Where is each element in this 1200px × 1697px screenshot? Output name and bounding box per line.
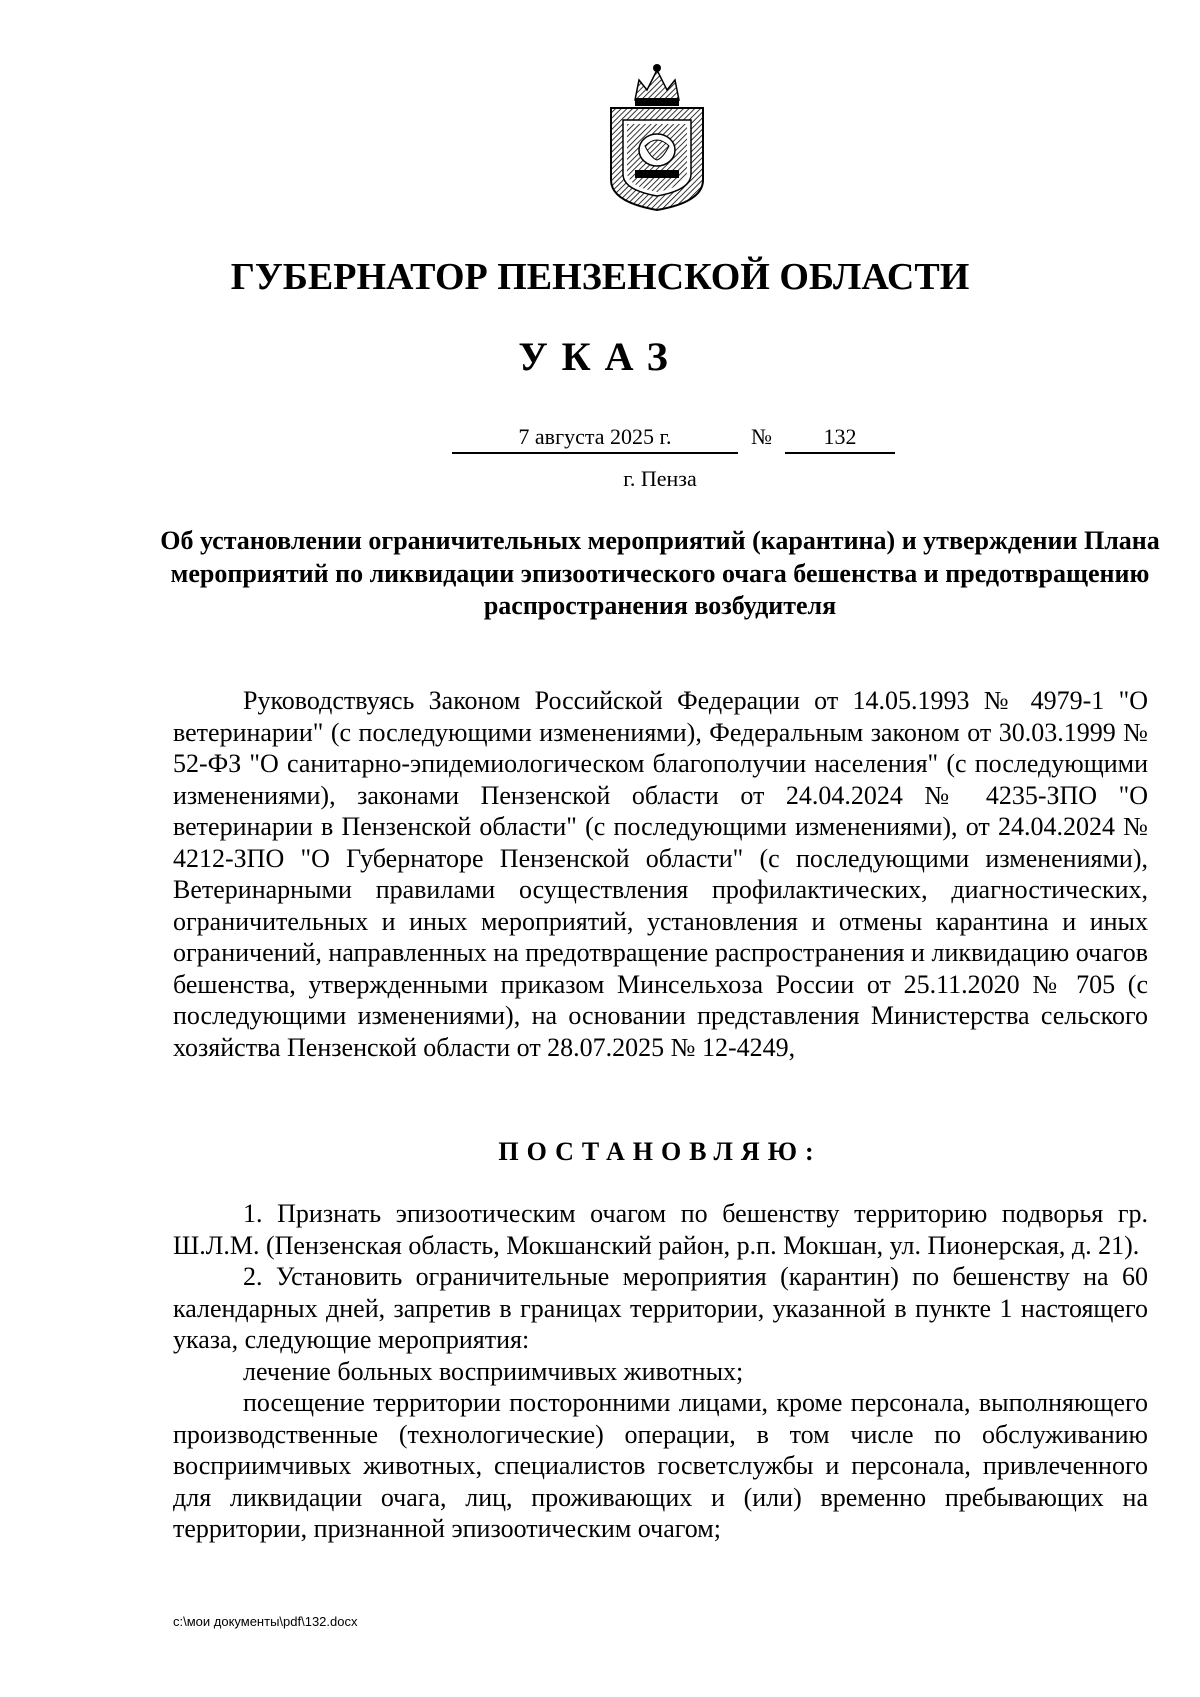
file-path-footer: c:\мои документы\pdf\132.docx — [173, 1614, 358, 1629]
document-type: УКАЗ — [518, 334, 682, 379]
item-paragraph: посещение территории посторонними лицами, кроме персонала, выполняющего производственные (технологические) операции, в том числе по обслуживанию восприимчивых животных, специалистов госветслужбы и персонала, привлеченного для ликвидации очага, лиц, проживающих и (или) временно пребывающих на территории, признанной эпизоотическим очагом; — [173, 1388, 1148, 1543]
decree-number: 132 — [785, 424, 895, 454]
item-paragraph: 2. Установить ограничительные мероприятия (карантин) по бешенству на 60 календарных дней, запретив в границах территории, указанной в пункте 1 настоящего указа, следующие мероприятия: — [173, 1262, 1148, 1354]
resolve-heading: ПОСТАНОВЛЯЮ: — [498, 1137, 822, 1166]
number-sign: № — [751, 424, 772, 449]
item-paragraph: лечение больных восприимчивых животных; — [243, 1356, 744, 1386]
item-paragraph: 1. Признать эпизоотическим очагом по бешенству территорию подворья гр. Ш.Л.М. (Пензенская область, Мокшанский район, р.п. Мокшан, ул. Пионерская, д. 21). — [173, 1199, 1148, 1260]
preamble-paragraph: Руководствуясь Законом Российской Федерации от 14.05.1993 № 4979-1 "О ветеринарии" (с последующими изменениями), Федеральным законом от 30.03.1999 № 52-ФЗ "О санитарно-эпидемиологическом благополучии населения" (с последующими изменениями), законами Пензенской области от 24.04.2024 № 4235-ЗПО "О ветеринарии в Пензенской области" (с последующими изменениями), от 24.04.2024 № 4212-ЗПО "О Губернаторе Пензенской области" (с последующими изменениями), Ветеринарными правилами осуществления профилактических, диагностических, ограничительных и иных мероприятий, установления и отмены карантина и иных ограничений, направленных на предотвращение распространения и ликвидацию очагов бешенства, утвержденными приказом Минсельхоза России от 25.11.2020 № 705 (с последующими изменениями), на основании представления Министерства сельского хозяйства Пензенской области от 28.07.2025 № 12-4249, — [173, 686, 1148, 1062]
decree-title: Об установлении ограничительных мероприятий (карантина) и утверждении Плана мероприятий по ликвидации эпизоотического очага бешенства и предотвращению распространения возбудителя — [160, 526, 1160, 620]
decree-date: 7 августа 2025 г. — [452, 424, 738, 454]
preamble — [173, 685, 1148, 1063]
decree-items — [173, 1198, 1148, 1545]
issuer-title: ГУБЕРНАТОР ПЕНЗЕНСКОЙ ОБЛАСТИ — [230, 256, 970, 298]
issue-city: г. Пенза — [623, 466, 697, 491]
coat-of-arms-emblem — [605, 62, 709, 212]
